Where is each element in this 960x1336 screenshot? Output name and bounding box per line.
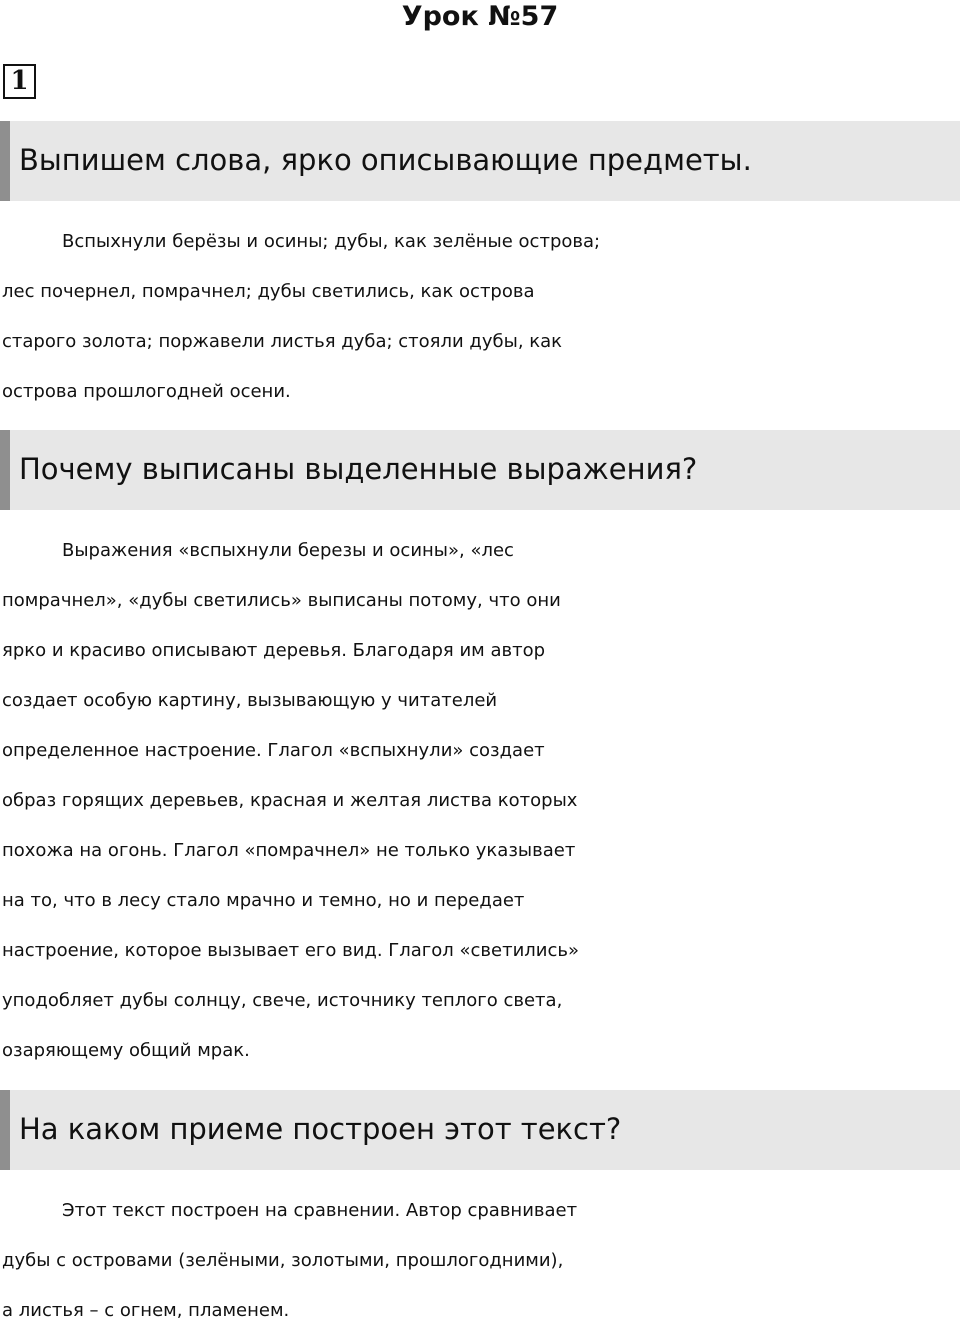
answer-line: старого золота; поржавели листья дуба; стояли дубы, как	[2, 331, 563, 352]
question-bar-1	[0, 121, 960, 201]
answer-line: определенное настроение. Глагол «вспыхнули» создает	[2, 740, 545, 761]
answer-line: на то, что в лесу стало мрачно и темно, но и передает	[2, 890, 525, 911]
answer-line: дубы с островами (зелёными, золотыми, прошлогодними),	[2, 1250, 564, 1271]
answer-line: Выражения «вспыхнули березы и осины», «лес	[62, 540, 514, 561]
answer-paragraph-2	[2, 526, 958, 1076]
answer-line: а листья – с огнем, пламенем.	[2, 1300, 290, 1321]
answer-line: настроение, которое вызывает его вид. Глагол «светились»	[2, 940, 579, 961]
answer-line: похожа на огонь. Глагол «помрачнел» не только указывает	[2, 840, 576, 861]
answer-line: уподобляет дубы солнцу, свече, источнику теплого света,	[2, 990, 563, 1011]
answer-line: Вспыхнули берёзы и осины; дубы, как зелёные острова;	[62, 231, 601, 252]
answer-line: образ горящих деревьев, красная и желтая листва которых	[2, 790, 578, 811]
answer-line: создает особую картину, вызывающую у читателей	[2, 690, 498, 711]
answer-line: лес почернел, помрачнел; дубы светились, как острова	[2, 281, 535, 302]
page-title: Урок №57	[401, 1, 559, 32]
question-bar-3	[0, 1090, 960, 1170]
answer-line: помрачнел», «дубы светились» выписаны потому, что они	[2, 590, 561, 611]
question-text-1: Выпишем слова, ярко описывающие предметы.	[19, 143, 752, 177]
task-number-box: 1	[3, 64, 36, 99]
answer-paragraph-1	[2, 217, 958, 417]
answer-line: Этот текст построен на сравнении. Автор сравнивает	[62, 1200, 578, 1221]
answer-paragraph-3	[2, 1186, 958, 1336]
answer-line: острова прошлогодней осени.	[2, 381, 291, 402]
answer-line: ярко и красиво описывают деревья. Благодаря им автор	[2, 640, 546, 661]
question-bar-2	[0, 430, 960, 510]
answer-line: озаряющему общий мрак.	[2, 1040, 250, 1061]
question-text-3: На каком приеме построен этот текст?	[19, 1112, 622, 1146]
question-text-2: Почему выписаны выделенные выражения?	[19, 452, 698, 486]
